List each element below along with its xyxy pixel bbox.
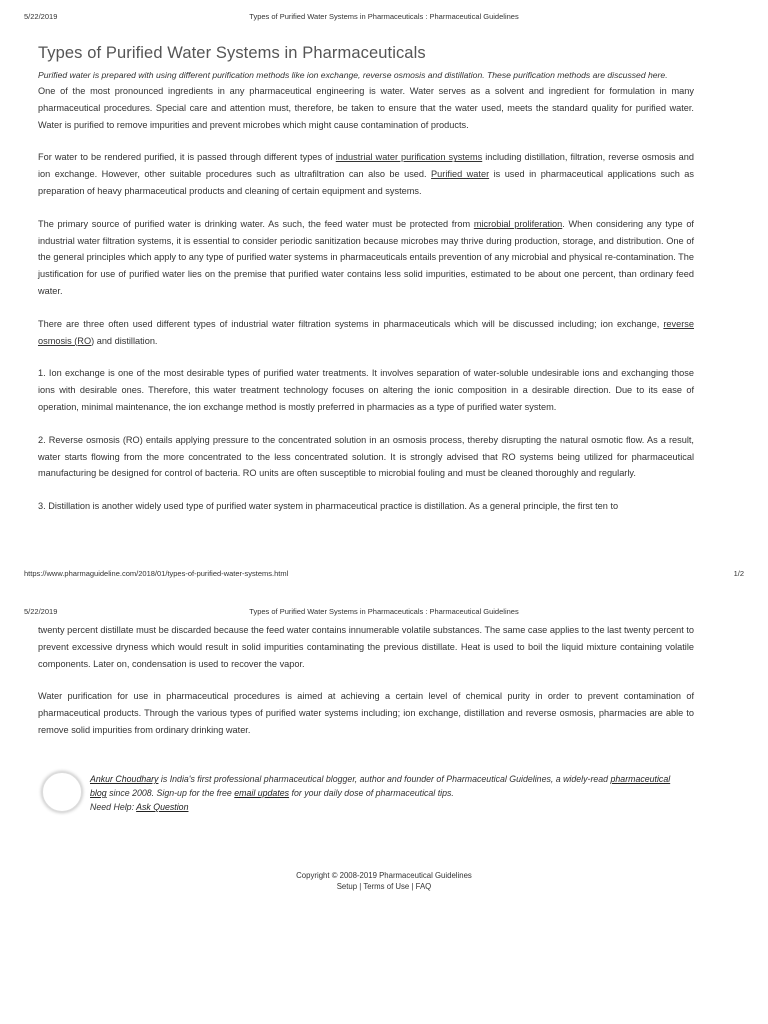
print-date: 5/22/2019 bbox=[24, 607, 58, 616]
pharmaceutical-blog-link[interactable]: pharmaceutical blog bbox=[90, 774, 671, 798]
paragraph: One of the most pronounced ingredients in any pharmaceutical engineering is water. Water serves as a solvent and ingredient for formulation in many pharmaceutical procedures. Special care and attention must, therefore, be taken to ensure that the water used, meets the standard quality for purified water. Water is purified to remove impurities and prevent microbes which might cause contamination of products. bbox=[38, 86, 694, 130]
author-bio: Ankur Choudhary is India's first professional pharmaceutical blogger, author and founder of Pharmaceutical Guidelines, a widely-read pharmaceutical blog since 2008. Sign-up for the free email updates for your daily dose of pharmaceutical tips. Need Help: Ask Question bbox=[90, 774, 671, 812]
paragraph: 1. Ion exchange is one of the most desirable types of purified water treatments. It involves separation of water-soluble undesirable ions and exchanging those ions with desirable ones. Therefore, this water treatment technology focuses on altering the ionic composition in a desirable direction. Due to its ease of operation, minimal maintenance, the ion exchange method is mostly preferred in pharmacies as a type of purified water system. bbox=[38, 368, 694, 412]
print-header bbox=[0, 607, 768, 621]
page-number: 1/2 bbox=[733, 569, 744, 578]
paragraph: There are three often used different types of industrial water filtration systems in pharmaceuticals which will be discussed including; ion exchange, reverse osmosis (RO) and distillation. bbox=[38, 318, 694, 346]
faq-link[interactable]: FAQ bbox=[415, 882, 432, 891]
article-body-continued bbox=[38, 622, 694, 755]
article-body bbox=[38, 83, 694, 531]
paragraph: The primary source of purified water is drinking water. As such, the feed water must be protected from microbial proliferation. When considering any type of industrial water filtration systems, it is essential to consider periodic sanitization because microbes may thrive during production, storage, and distribution. One of the general principles which apply to any type of purified water systems in pharmaceuticals entails prevention of any microbial and physical re-contamination. The justification for use of purified water lies on the premise that purified water contains less solid impurities, estimated to be about one percent, than ordinary feed water. bbox=[38, 218, 694, 296]
microbial-proliferation-link[interactable]: microbial proliferation bbox=[473, 218, 563, 229]
need-help-label: Need Help: bbox=[90, 802, 137, 812]
paragraph: For water to be rendered purified, it is passed through different types of industrial water purification systems including distillation, filtration, reverse osmosis and ion exchange. However, other suitable procedures such as ultrafiltration can also be used. Purified water is used in pharmaceutical applications such as preparation of heavy pharmaceutical products and cleaning of certain equipment and systems. bbox=[38, 152, 695, 196]
author-name-link[interactable]: Ankur Choudhary bbox=[90, 774, 159, 784]
paragraph: Water purification for use in pharmaceutical procedures is aimed at achieving a certain level of chemical purity in order to prevent contamination of pharmaceutical products. Through the various types of purified water systems including; ion exchange, distillation and reverse osmosis, pharmacies are able to remove solid impurities from ordinary drinking water. bbox=[38, 691, 694, 735]
copyright-text: Copyright © 2008-2019 Pharmaceutical Guidelines bbox=[296, 871, 472, 880]
print-date: 5/22/2019 bbox=[24, 12, 58, 21]
paragraph: twenty percent distillate must be discarded because the feed water contains innumerable volatile substances. The same case applies to the last twenty percent to prevent excessive dryness which would result in solid impurities contaminating the previous distillate. Heat is used to boil the liquid mixture containing volatile components. Later on, condensation is used to recover the vapor. bbox=[38, 625, 694, 669]
paragraph: 2. Reverse osmosis (RO) entails applying pressure to the concentrated solution in an osmosis process, thereby disrupting the natural osmotic flow. As a result, water starts flowing from the more concentrated to the less concentrated solution. It is strongly advised that RO systems being utilized for pharmaceutical manufacturing be designed for control of bacteria. RO units are often susceptible to microbial fouling and must be cleaned thoroughly and regularly. bbox=[38, 434, 694, 479]
setup-link[interactable]: Setup bbox=[336, 882, 358, 891]
print-header-title: Types of Purified Water Systems in Pharmaceuticals : Pharmaceutical Guidelines bbox=[249, 12, 519, 21]
print-header-title: Types of Purified Water Systems in Pharmaceuticals : Pharmaceutical Guidelines bbox=[249, 607, 519, 616]
print-footer bbox=[0, 569, 768, 583]
site-footer bbox=[0, 870, 768, 892]
paragraph: 3. Distillation is another widely used type of purified water system in pharmaceutical practice is distillation. As a general principle, the first ten to bbox=[38, 501, 619, 512]
industrial-water-purification-link[interactable]: industrial water purification systems bbox=[335, 152, 483, 163]
author-avatar bbox=[42, 772, 82, 812]
page-url: https://www.pharmaguideline.com/2018/01/types-of-purified-water-systems.html bbox=[24, 569, 289, 578]
print-header bbox=[0, 12, 768, 26]
article-summary: Purified water is prepared with using different purification methods like ion exchange, reverse osmosis and distillation. These purification methods are discussed here. bbox=[38, 70, 668, 80]
terms-link[interactable]: Terms of Use bbox=[363, 882, 410, 891]
purified-water-link[interactable]: Purified water bbox=[431, 169, 490, 180]
author-box bbox=[42, 772, 702, 822]
reverse-osmosis-link[interactable]: reverse osmosis (RO bbox=[38, 318, 694, 346]
ask-question-link[interactable]: Ask Question bbox=[136, 802, 189, 812]
footer-links: Setup | Terms of Use | FAQ bbox=[336, 882, 432, 891]
page-title: Types of Purified Water Systems in Pharmaceuticals bbox=[38, 44, 426, 62]
email-updates-link[interactable]: email updates bbox=[234, 788, 290, 798]
